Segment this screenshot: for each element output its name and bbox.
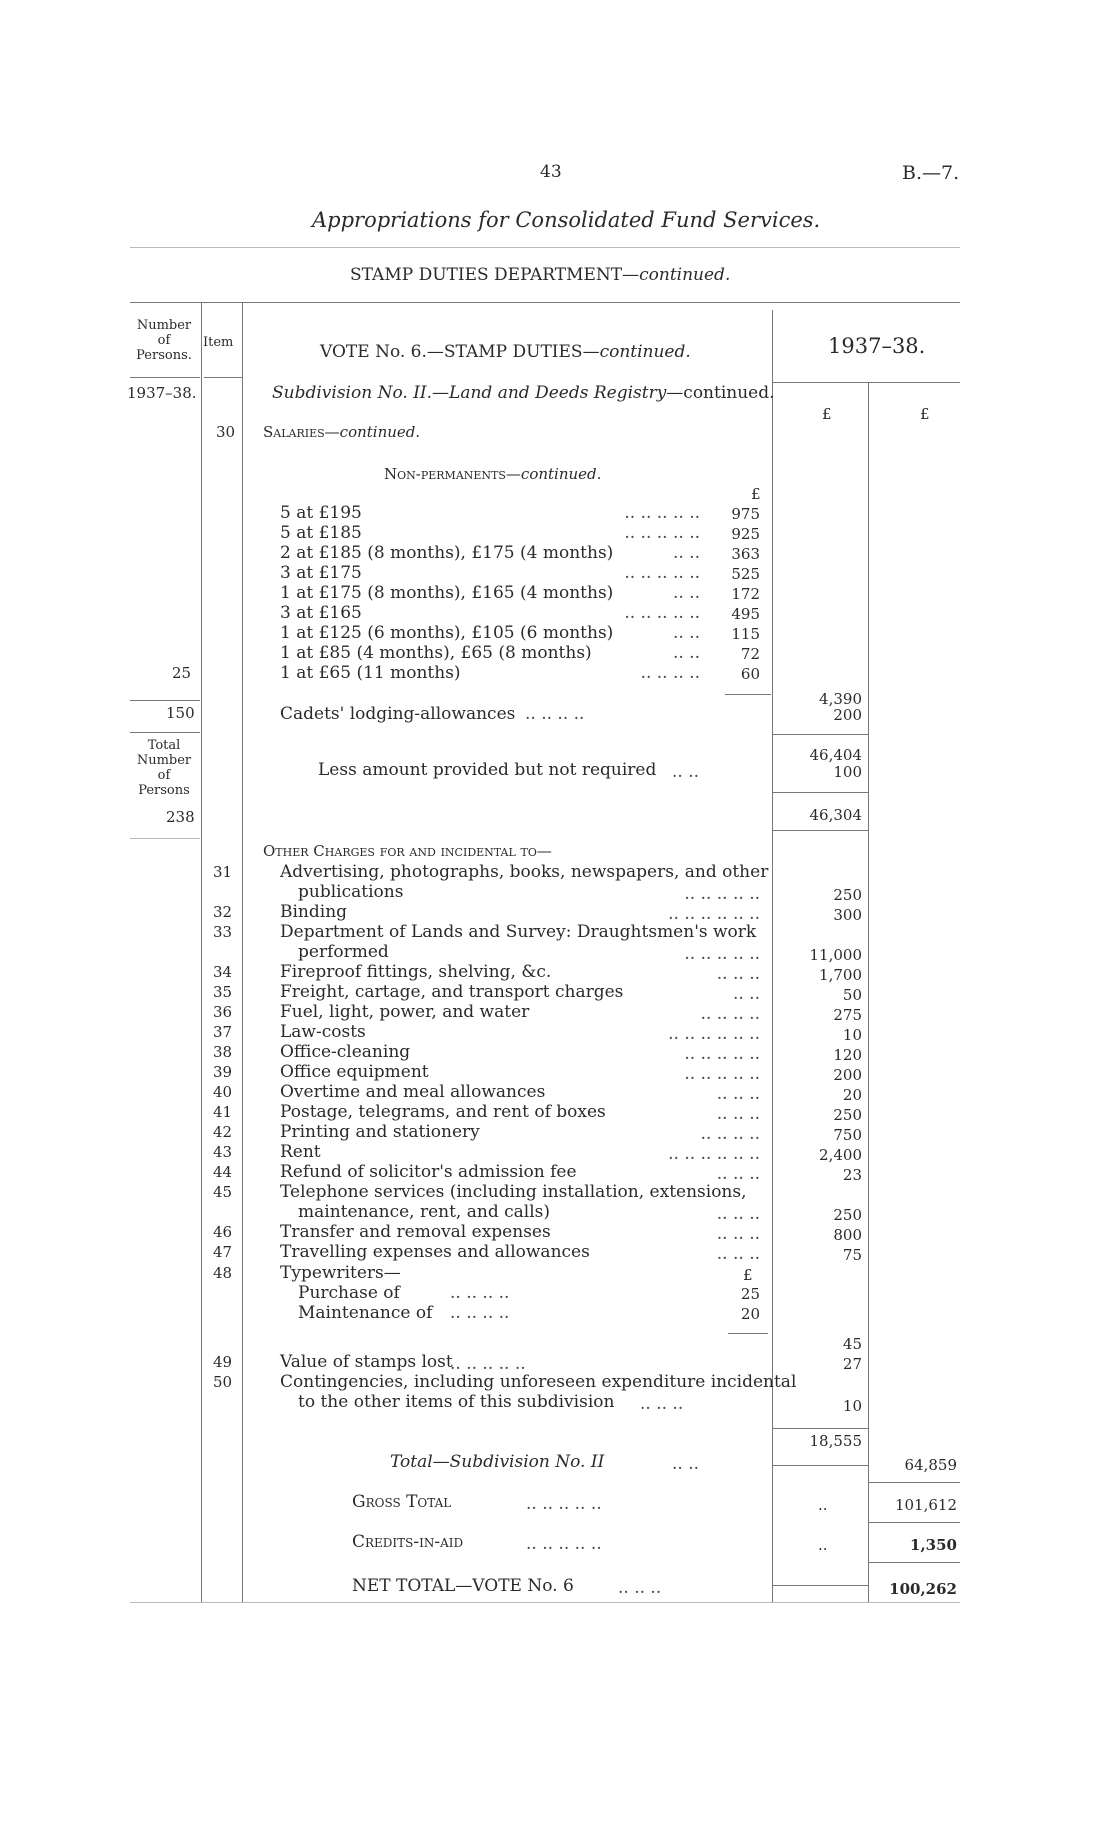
subdivision-total-label: Total—Subdivision No. II — [390, 1452, 605, 1472]
divider — [130, 247, 960, 248]
subtotal-rule — [725, 694, 771, 695]
salary-row-label: 5 at £185 — [280, 523, 362, 543]
total-persons: 238 — [166, 808, 195, 826]
salary-row-dots: .. .. — [672, 583, 700, 603]
charge-value: 10 — [842, 1026, 862, 1044]
charge-label: Postage, telegrams, and rent of boxes — [280, 1102, 606, 1122]
charge-value: 250 — [833, 1106, 862, 1124]
other-total-rule — [772, 1428, 868, 1429]
year-rule — [772, 382, 960, 383]
charge-dots: .. .. .. — [716, 964, 760, 984]
pound-col-1: £ — [822, 405, 832, 423]
charge-label: Office-cleaning — [280, 1042, 411, 1062]
col-rule-item — [242, 302, 243, 1602]
charge-dots: .. .. .. — [716, 1164, 760, 1184]
page-number: 43 — [540, 162, 562, 182]
credits-value: 1,350 — [910, 1536, 957, 1554]
charge-value: 23 — [842, 1166, 862, 1184]
net-under-rule — [772, 830, 868, 831]
charge-dots: .. .. .. .. — [700, 1124, 760, 1144]
salary-row-label: 3 at £175 — [280, 563, 362, 583]
charge-label: Transfer and removal expenses — [280, 1222, 551, 1242]
contingencies-line-1: Contingencies, including unforeseen expenditure incidental — [280, 1372, 797, 1392]
total-persons-rule — [130, 732, 200, 733]
charge-value: 750 — [833, 1126, 862, 1144]
charge-label: Advertising, photographs, books, newspapers, and other — [280, 862, 769, 882]
charge-dots: .. .. .. — [716, 1204, 760, 1224]
item-number: 49 — [213, 1353, 233, 1371]
charge-dots: .. .. .. .. .. — [684, 1064, 760, 1084]
salary-row-dots: .. .. .. .. — [640, 663, 700, 683]
charge-value: 2,400 — [819, 1146, 862, 1164]
gross-total-label: Gross Total — [352, 1492, 452, 1512]
item-number: 32 — [213, 903, 233, 921]
gross-top-rule — [868, 1482, 960, 1483]
charge-label: publications — [298, 882, 404, 902]
charge-value: 250 — [833, 1206, 862, 1224]
charge-label: Fuel, light, power, and water — [280, 1002, 530, 1022]
charge-dots: .. .. .. .. .. — [684, 1044, 760, 1064]
gross-total-dots: .. .. .. .. .. — [526, 1494, 602, 1514]
charge-value: 20 — [842, 1086, 862, 1104]
item-number: 37 — [213, 1023, 233, 1041]
col-rule-amount-2 — [868, 382, 869, 1602]
purchase-dots: .. .. .. .. — [450, 1283, 510, 1303]
table-top-rule — [130, 302, 960, 303]
contingencies-line-2: to the other items of this subdivision — [298, 1392, 615, 1412]
vote-title: VOTE No. 6.—STAMP DUTIES—continued. — [320, 342, 691, 362]
item-number: 42 — [213, 1123, 233, 1141]
maintenance-dots: .. .. .. .. — [450, 1303, 510, 1323]
charge-value: 300 — [833, 906, 862, 924]
charge-value: 11,000 — [809, 946, 862, 964]
net-rule — [772, 792, 868, 793]
charge-dots: .. .. .. .. — [700, 1004, 760, 1024]
salary-row-dots: .. .. — [672, 543, 700, 563]
salary-row-label: 1 at £175 (8 months), £165 (4 months) — [280, 583, 614, 603]
item-number: 39 — [213, 1063, 233, 1081]
col-rule-amount-1 — [772, 310, 773, 1602]
contingencies-value: 10 — [842, 1397, 862, 1415]
salary-row-dots: .. .. — [672, 643, 700, 663]
gross-bottom-rule — [868, 1522, 960, 1523]
salary-row-value: 495 — [731, 605, 760, 623]
salaries-net: 46,304 — [809, 806, 862, 824]
subdivision-total-value: 64,859 — [904, 1456, 957, 1474]
charge-value: 250 — [833, 886, 862, 904]
net-total-dots: .. .. .. — [618, 1578, 662, 1598]
charge-dots: .. .. .. — [716, 1084, 760, 1104]
typewriters-rule — [728, 1333, 768, 1334]
purchase-label: Purchase of — [298, 1283, 400, 1303]
item-number: 40 — [213, 1083, 233, 1101]
item-number: 30 — [216, 423, 236, 441]
charge-label: Telephone services (including installation, extensions, — [280, 1182, 747, 1202]
item-header: Item — [203, 335, 234, 350]
persons-year-rule — [130, 377, 200, 378]
gross-mid-dots: .. — [818, 1496, 828, 1514]
item-number: 47 — [213, 1243, 233, 1261]
net-total-value: 100,262 — [889, 1580, 957, 1598]
net-total-label: NET TOTAL—VOTE No. 6 — [352, 1576, 574, 1596]
charge-dots: .. .. .. .. .. .. — [668, 1024, 760, 1044]
credits-label: Credits-in-aid — [352, 1532, 464, 1552]
charge-dots: .. .. .. .. .. .. — [668, 1144, 760, 1164]
stamps-label: Value of stamps lost — [280, 1352, 453, 1372]
gross-total-value: 101,612 — [894, 1496, 957, 1514]
charge-label: Printing and stationery — [280, 1122, 480, 1142]
charge-value: 50 — [842, 986, 862, 1004]
charge-value: 75 — [842, 1246, 862, 1264]
item-number: 36 — [213, 1003, 233, 1021]
salary-row-label: 2 at £185 (8 months), £175 (4 months) — [280, 543, 614, 563]
charge-value: 800 — [833, 1226, 862, 1244]
item-number: 35 — [213, 983, 233, 1001]
salary-row-value: 172 — [731, 585, 760, 603]
credits-mid-dots: .. — [818, 1536, 828, 1554]
charge-value: 200 — [833, 1066, 862, 1084]
charge-label: Freight, cartage, and transport charges — [280, 982, 624, 1002]
item-number: 48 — [213, 1264, 233, 1282]
charge-dots: .. .. .. .. .. .. — [668, 904, 760, 924]
charge-dots: .. .. .. — [716, 1224, 760, 1244]
charge-dots: .. .. — [732, 984, 760, 1004]
typewriters-total: 45 — [842, 1335, 862, 1353]
salary-row-value: 925 — [731, 525, 760, 543]
salary-row-dots: .. .. — [672, 623, 700, 643]
contingencies-dots: .. .. .. — [640, 1394, 684, 1414]
department-heading: STAMP DUTIES DEPARTMENT—continued. — [350, 265, 731, 285]
charge-dots: .. .. .. — [716, 1244, 760, 1264]
pound-sub: £ — [751, 485, 761, 503]
year-header: 1937–38. — [828, 334, 926, 358]
maintenance-value: 20 — [740, 1305, 760, 1323]
charge-label: Law-costs — [280, 1022, 366, 1042]
charge-label: maintenance, rent, and calls) — [298, 1202, 550, 1222]
item-year-rule — [204, 377, 242, 378]
salary-row-dots: .. .. .. .. .. — [624, 503, 700, 523]
charge-dots: .. .. .. — [716, 1104, 760, 1124]
persons-year: 1937–38. — [127, 384, 197, 402]
salary-row-label: 1 at £65 (11 months) — [280, 663, 461, 683]
persons-end-rule — [130, 838, 200, 839]
credits-bottom-rule — [868, 1562, 960, 1563]
stamps-value: 27 — [842, 1355, 862, 1373]
salary-row-value: 525 — [731, 565, 760, 583]
item-number: 46 — [213, 1223, 233, 1241]
charge-label: Travelling expenses and allowances — [280, 1242, 590, 1262]
table-bottom-rule — [130, 1602, 960, 1603]
other-charges-heading: Other Charges for and incidental to— — [263, 842, 552, 860]
salaries-subtotal: 4,390 — [819, 690, 862, 708]
maintenance-label: Maintenance of — [298, 1303, 433, 1323]
less-label: Less amount provided but not required — [318, 760, 657, 780]
salary-row-value: 60 — [740, 665, 760, 683]
charge-value: 275 — [833, 1006, 862, 1024]
cadets-persons: 150 — [166, 704, 195, 722]
salaries-gross: 46,404 — [809, 746, 862, 764]
subdivision-rule — [772, 1465, 868, 1466]
salary-row-dots: .. .. .. .. .. — [624, 603, 700, 623]
charge-label: Fireproof fittings, shelving, &c. — [280, 962, 552, 982]
item-number: 50 — [213, 1373, 233, 1391]
persons-rule — [130, 700, 200, 701]
net-mid-rule — [772, 1585, 868, 1586]
charge-label: performed — [298, 942, 389, 962]
less-value: 100 — [833, 763, 862, 781]
purchase-value: 25 — [740, 1285, 760, 1303]
stamps-dots: .. .. .. .. .. — [450, 1354, 526, 1374]
charge-label: Office equipment — [280, 1062, 429, 1082]
cadets-label: Cadets' lodging-allowances — [280, 704, 516, 724]
item-number: 38 — [213, 1043, 233, 1061]
charge-value: 120 — [833, 1046, 862, 1064]
charge-value: 1,700 — [819, 966, 862, 984]
item-number: 44 — [213, 1163, 233, 1181]
other-charges-total: 18,555 — [809, 1432, 862, 1450]
non-permanents-heading: Non-permanents—continued. — [384, 465, 602, 483]
item-number: 34 — [213, 963, 233, 981]
persons-count: 25 — [172, 664, 192, 682]
total-persons-label: Total Number of Persons — [136, 738, 192, 798]
item-number: 41 — [213, 1103, 233, 1121]
salary-row-label: 1 at £85 (4 months), £65 (8 months) — [280, 643, 592, 663]
item-number: 33 — [213, 923, 233, 941]
item-number: 45 — [213, 1183, 233, 1201]
salary-row-dots: .. .. .. .. .. — [624, 563, 700, 583]
salary-row-value: 363 — [731, 545, 760, 563]
charge-label: Refund of solicitor's admission fee — [280, 1162, 577, 1182]
item-number: 43 — [213, 1143, 233, 1161]
col-rule-persons — [201, 302, 202, 1602]
salary-row-label: 5 at £195 — [280, 503, 362, 523]
item-number: 31 — [213, 863, 233, 881]
salaries-heading: Salaries—continued. — [263, 423, 421, 441]
section-code: B.—7. — [902, 162, 960, 184]
salary-row-label: 3 at £165 — [280, 603, 362, 623]
charge-label: Department of Lands and Survey: Draughtsmen's work — [280, 922, 757, 942]
cadets-value: 200 — [833, 706, 862, 724]
charge-label: Overtime and meal allowances — [280, 1082, 546, 1102]
salary-row-value: 975 — [731, 505, 760, 523]
salary-row-value: 115 — [731, 625, 760, 643]
subdivision-heading: Subdivision No. II.—Land and Deeds Registry—continued. — [272, 383, 775, 403]
page-title: Appropriations for Consolidated Fund Services. — [312, 208, 821, 232]
charge-label: Binding — [280, 902, 348, 922]
pound-col-2: £ — [920, 405, 930, 423]
typewriters-pound: £ — [743, 1266, 753, 1284]
charge-dots: .. .. .. .. .. — [684, 884, 760, 904]
gross-rule — [772, 734, 868, 735]
subdivision-total-dots: .. .. — [672, 1454, 700, 1474]
credits-dots: .. .. .. .. .. — [526, 1534, 602, 1554]
less-dots: .. .. — [672, 762, 700, 782]
charge-dots: .. .. .. .. .. — [684, 944, 760, 964]
persons-header: Number of Persons. — [136, 318, 192, 363]
charge-label: Rent — [280, 1142, 321, 1162]
salary-row-value: 72 — [740, 645, 760, 663]
typewriters-label: Typewriters— — [280, 1263, 401, 1283]
cadets-dots: .. .. .. .. — [525, 704, 585, 724]
salary-row-label: 1 at £125 (6 months), £105 (6 months) — [280, 623, 614, 643]
salary-row-dots: .. .. .. .. .. — [624, 523, 700, 543]
